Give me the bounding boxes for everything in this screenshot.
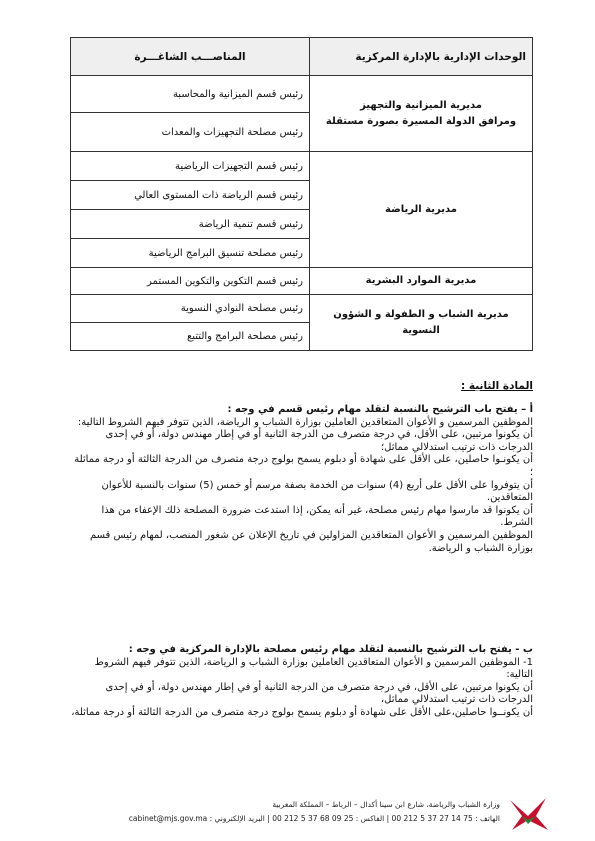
header-posts: المناصـــب الشاغـــرة — [71, 38, 310, 76]
post-cell: رئيس مصلحة تنسيق البرامج الرياضية — [71, 239, 310, 268]
paragraph: الموظفين المرسمين و الأعوان المتعاقدين المزاولين في تاريخ الإعلان عن شغور المنصب، لمهام رئيس قسم بوزارة الشباب و الرياضة. — [89, 529, 533, 554]
post-cell: رئيس مصلحة النوادي النسوية — [71, 295, 310, 323]
unit-youth: مديرية الشباب و الطفولة و الشؤون النسوية — [310, 295, 533, 351]
post-cell: رئيس قسم تنمية الرياضة — [71, 210, 310, 239]
table-header-row — [71, 38, 533, 76]
paragraph: أن يتوفروا على الأقل على أربع (4) سنوات من الخدمة بصفة مرسم أو خمس (5) سنوات بالنسبة للأعوان المتعاقدين. — [101, 479, 533, 504]
vacant-posts-table — [70, 37, 533, 351]
footer-address: وزارة الشباب والرياضة، شارع ابن سينا أكدال – الرباط – المملكة المغربية — [272, 800, 500, 809]
table-row — [71, 268, 533, 295]
paragraph: أن يكونوا مرتبين، على الأقل، في درجة متصرف من الدرجة الثانية أو في إطار مهندس دولة، أو في إحدى الدرجات ذات ترتيب استدلالي مماثل، — [105, 681, 533, 706]
post-cell: رئيس قسم الميزانية والمحاسبة — [71, 76, 310, 113]
paragraph: أن يكونــوا حاصلين،على الأقل على شهادة أو دبلوم يسمح بولوج درجة متصرف من الدرجة الثالثة أو درجة مماثلة، — [71, 706, 533, 718]
paragraph: أن يكونوا مرتبين، على الأقل، في درجة متصرف من الدرجة الثانية أو في إطار مهندس دولة، أو في إحدى الدرجات ذات ترتيب استدلالي مماثل؛ — [105, 429, 533, 453]
paragraph: 1- الموظفين المرسمين و الأعوان المتعاقدين العاملين بوزارة الشباب و الرياضة، الذين تتوفر فيهم الشروط التالية: — [94, 656, 533, 681]
unit-budget: مديرية الميزانية والتجهيز ومرافق الدولة المسيرة بصورة مستقلة — [310, 76, 533, 152]
section-b — [70, 644, 533, 720]
ministry-logo-icon — [506, 794, 550, 834]
paragraph: أن يكونـوا حاصلين، على الأقل على شهادة أو دبلوم يسمح بولوج درجة متصرف من الدرجة الثالثة أو درجة مماثلة ؛ — [74, 454, 533, 478]
table-row — [71, 76, 533, 113]
post-cell: رئيس قسم الرياضة ذات المستوى العالي — [71, 181, 310, 210]
post-cell: رئيس مصلحة التجهيزات والمعدات — [71, 113, 310, 152]
table-row — [71, 152, 533, 181]
post-cell: رئيس قسم التجهيزات الرياضية — [71, 152, 310, 181]
section-b-heading: ب - يفتح باب الترشيح بالنسبة لتقلد مهام رئيس مصلحة بالإدارة المركزية في وجه : — [128, 644, 533, 655]
post-cell: رئيس قسم التكوين والتكوين المستمر — [71, 268, 310, 295]
header-units: الوحدات الإدارية بالإدارة المركزية — [310, 38, 533, 76]
table-row — [71, 295, 533, 323]
unit-hr: مديرية الموارد البشرية — [310, 268, 533, 295]
unit-sports: مديرية الرياضة — [310, 152, 533, 268]
paragraph: أن يكونوا قد مارسوا مهام رئيس مصلحة، غير أنه يمكن، إذا استدعت ضرورة المصلحة ذلك الإعفاء من هذا الشرط. — [101, 504, 533, 529]
section-a-heading: أ – يفتح باب الترشيح بالنسبة لتقلد مهام رئيس قسم في وجه : — [227, 404, 533, 415]
footer-contact: الهاتف : 75 14 27 37 5 212 00 | الفاكس : 25 09 68 37 5 212 00 | البريد الإلكتروني : cabinet@mjs.gov.ma — [128, 814, 500, 823]
article-title: المادة الثانية : — [461, 380, 533, 392]
page-footer — [0, 792, 595, 841]
section-a — [70, 404, 533, 555]
post-cell: رئيس مصلحة البرامج والتتبع — [71, 323, 310, 351]
paragraph: الموظفين المرسمين و الأعوان المتعاقدين العاملين بوزارة الشباب و الرياضة، الذين تتوفر فيهم الشروط التالية: — [77, 416, 533, 428]
